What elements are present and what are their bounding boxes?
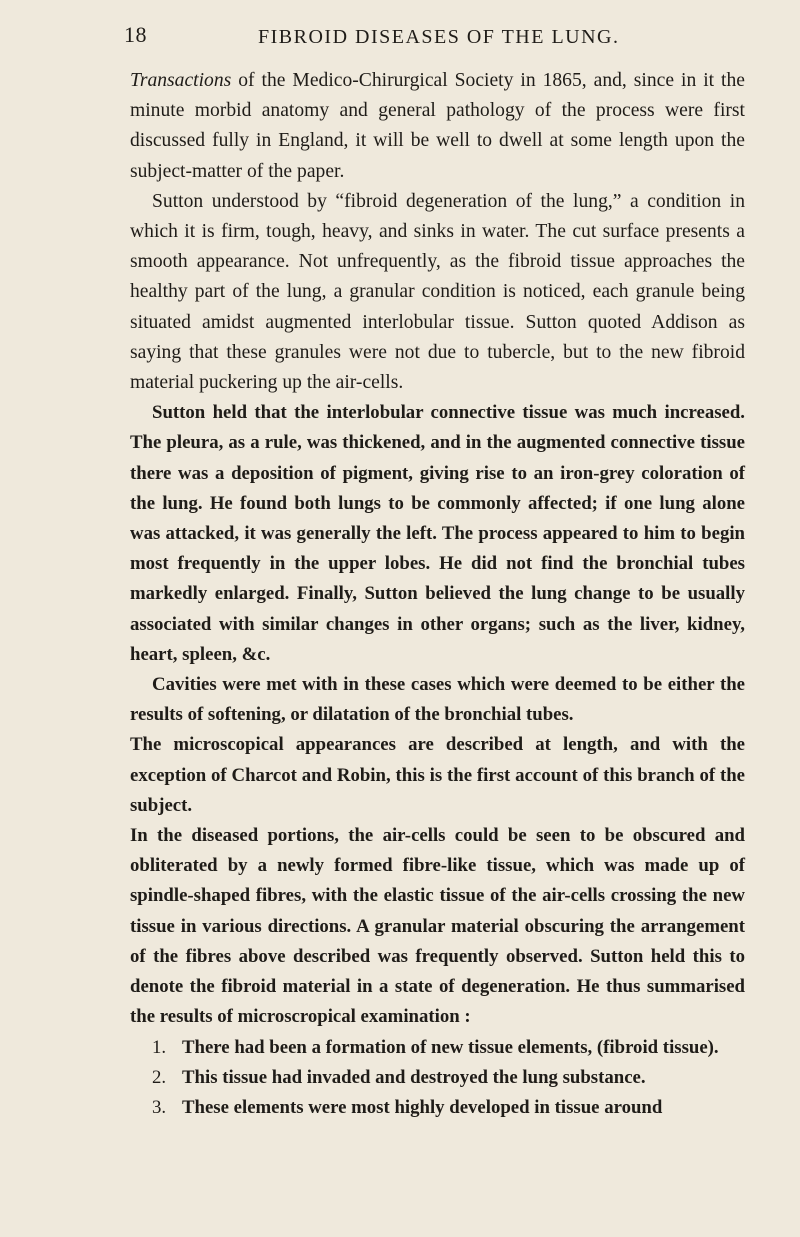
body-text xyxy=(130,66,745,1123)
list-item xyxy=(130,1063,745,1093)
paragraph-text: of the Medico-Chirurgical Society in 1865, and, since in it the minute morbid anatomy and general pathology of the process were first discussed fully in England, it will be well to dwell at some length upon the subject-matter of the paper. xyxy=(130,70,745,182)
paragraph-2: Sutton understood by “fibroid degeneration of the lung,” a condition in which it is firm, tough, heavy, and sinks in water. The cut surface presents a smooth appearance. Not unfrequently, as the fibroid tissue approaches the healthy part of the lung, a granular condition is noticed, each granule being situated amidst augmented interlobular tissue. Sutton quoted Addison as saying that these granules were not due to tubercle, but to the new fibroid material puckering up the air-cells. xyxy=(130,190,745,394)
list-item-text: These elements were most highly developed in tissue around xyxy=(182,1096,663,1118)
paragraph-4: Cavities were met with in these cases which were deemed to be either the results of softening, or dilatation of the bronchial tubes. xyxy=(130,674,745,726)
running-head: FIBROID DISEASES OF THE LUNG. xyxy=(258,26,620,48)
list-item-number: 3. xyxy=(152,1096,167,1118)
paragraph-1 xyxy=(130,66,745,187)
list-item-text: This tissue had invaded and destroyed the lung substance. xyxy=(182,1066,646,1088)
list-item xyxy=(130,1093,745,1123)
list-item xyxy=(130,1033,745,1063)
list-item-number: 1. xyxy=(152,1036,167,1058)
paragraph-6: In the diseased portions, the air-cells could be seen to be obscured and obliterated by a newly formed fibre-like tissue, which was made up of spindle-shaped fibres, with the elastic tissue of the air-cells crossing the new tissue in various directions. A granular material obscuring the arrangement of the fibres above described was frequently observed. Sutton held this to denote the fibroid material in a state of degeneration. He thus summarised the results of microscropical examination : xyxy=(130,825,745,1028)
paragraph-3: Sutton held that the interlobular connective tissue was much increased. The pleura, as a rule, was thickened, and in the augmented connective tissue there was a deposition of pigment, giving rise to an iron-grey coloration of the lung. He found both lungs to be commonly affected; if one lung alone was attacked, it was generally the left. The process appeared to him to begin most frequently in the upper lobes. He did not find the bronchial tubes markedly enlarged. Finally, Sutton believed the lung change to be usually associated with similar changes in other organs; such as the liver, kidney, heart, spleen, &c. xyxy=(130,402,745,665)
page-header xyxy=(0,18,800,54)
list-item-text: There had been a formation of new tissue elements, (fibroid tissue). xyxy=(182,1036,719,1058)
list-item-number: 2. xyxy=(152,1066,167,1088)
paragraph-5: The microscopical appearances are described at length, and with the exception of Charcot and Robin, this is the first account of this branch of the subject. xyxy=(130,734,745,816)
page-number: 18 xyxy=(124,22,147,47)
italic-lead: Transactions xyxy=(130,70,232,91)
